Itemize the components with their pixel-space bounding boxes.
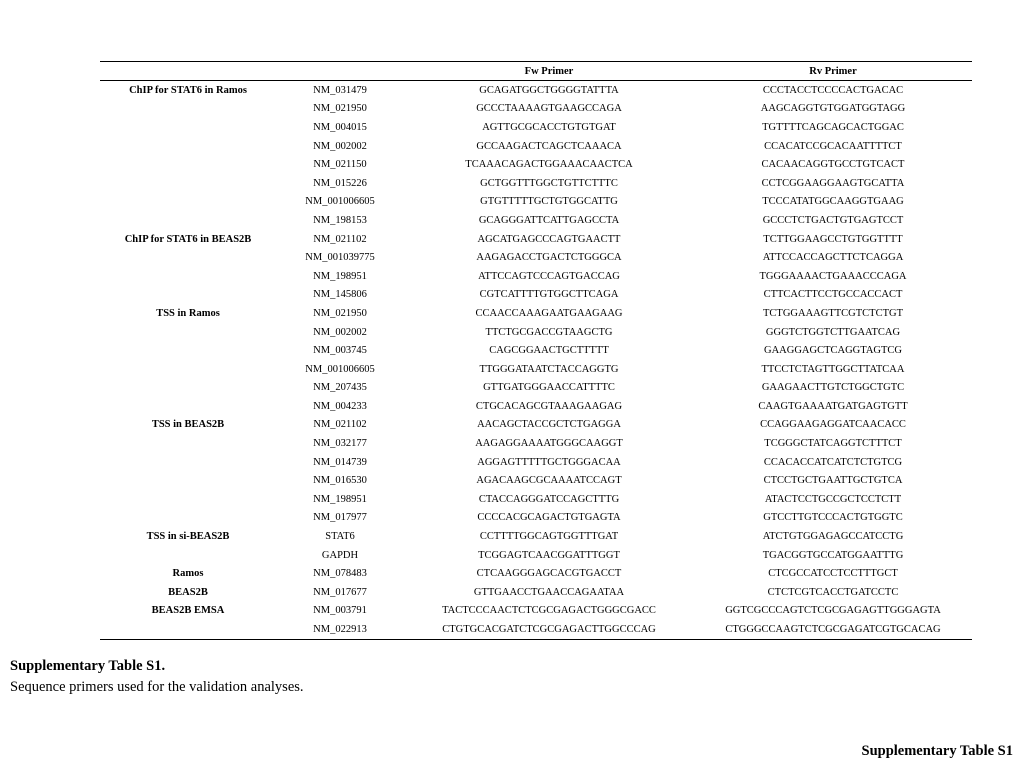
fw-primer-cell: ATTCCAGTCCCAGTGACCAG (478, 270, 620, 282)
rv-primer-cell: ATTCCACCAGCTTCTCAGGA (762, 252, 904, 264)
fw-primer-cell: CCTTTTGGCAGTGGTTTGAT (479, 531, 619, 543)
fw-primer-cell: TCAAACAGACTGGAAACAACTCA (465, 159, 633, 171)
group-label (100, 323, 276, 342)
fw-primer-cell: AGCATGAGCCCAGTGAACTT (477, 233, 621, 245)
group-label (100, 490, 276, 509)
group-label: BEAS2B (168, 586, 208, 598)
rv-primer-cell: GGTCGCCCAGTCTCGCGAGAGTTGGGAGTA (725, 605, 941, 617)
table-row (100, 490, 972, 509)
group-label (100, 174, 276, 193)
group-label (100, 211, 276, 230)
group-label (100, 341, 276, 360)
accession-cell: NM_001039775 (305, 252, 375, 264)
fw-primer-cell: AGTTGCGCACCTGTGTGAT (482, 121, 616, 133)
table-row (100, 174, 972, 193)
accession-cell: NM_002002 (313, 326, 367, 338)
fw-primer-cell: CGTCATTTTGTGGCTTCAGA (479, 289, 619, 301)
accession-cell: NM_021950 (313, 307, 367, 319)
rv-primer-cell: TGTTTTCAGCAGCACTGGAC (762, 121, 904, 133)
group-label (100, 360, 276, 379)
primer-table (100, 61, 972, 640)
table-row (100, 546, 972, 565)
accession-cell: NM_021102 (313, 419, 367, 431)
rv-primer-cell: CTGGGCCAAGTCTCGCGAGATCGTGCACAG (694, 620, 972, 639)
accession-cell: NM_014739 (313, 456, 367, 468)
rv-primer-cell: CTCCTGCTGAATTGCTGTCA (763, 475, 903, 487)
table-row (100, 267, 972, 286)
group-label: BEAS2B EMSA (151, 605, 225, 617)
table-row (100, 323, 972, 342)
table-row (100, 416, 972, 435)
accession-cell: NM_003791 (313, 605, 367, 617)
accession-cell: NM_016530 (313, 475, 367, 487)
fw-primer-cell: GTGTTTTTGCTGTGGCATTG (480, 196, 618, 208)
table-row (100, 360, 972, 379)
rv-primer-cell: GGGTCTGGTCTTGAATCAG (765, 326, 901, 338)
accession-cell: NM_031479 (313, 84, 367, 96)
fw-primer-cell: TCGGAGTCAACGGATTTGGT (478, 549, 620, 561)
table-row (100, 248, 972, 267)
group-label: Ramos (172, 568, 204, 580)
rv-primer-cell: GTCCTTGTCCCACTGTGGTC (763, 512, 903, 524)
rv-primer-cell: TTCCTCTAGTTGGCTTATCAA (761, 363, 905, 375)
rv-primer-cell: ATCTGTGGAGAGCCATCCTG (762, 531, 904, 543)
group-label (100, 379, 276, 398)
accession-cell: NM_017977 (313, 512, 367, 524)
accession-cell: NM_198951 (313, 270, 367, 282)
header-rv-primer: Rv Primer (809, 65, 857, 77)
rv-primer-cell: CCTCGGAAGGAAGTGCATTA (761, 177, 905, 189)
fw-primer-cell: TTCTGCGACCGTAAGCTG (485, 326, 613, 338)
table-row (100, 230, 972, 249)
rv-primer-cell: CTTCACTTCCTGCCACCACT (763, 289, 903, 301)
rv-primer-cell: CCACACCATCATCTCTGTCG (763, 456, 903, 468)
rv-primer-cell: CCAGGAAGAGGATCAACACC (760, 419, 906, 431)
rv-primer-cell: TCTTGGAAGCCTGTGGTTTT (763, 233, 903, 245)
fw-primer-cell: GTTGATGGGAACCATTTTC (483, 382, 615, 394)
table-row (100, 211, 972, 230)
accession-cell: NM_022913 (276, 620, 404, 639)
rv-primer-cell: CCCTACCTCCCCACTGACAC (762, 84, 904, 96)
table-row (100, 397, 972, 416)
accession-cell: NM_207435 (313, 382, 367, 394)
group-label (100, 100, 276, 119)
header-group (100, 62, 276, 81)
fw-primer-cell: CCCCACGCAGACTGTGAGTA (477, 512, 621, 524)
rv-primer-cell: CACAACAGGTGCCTGTCACT (761, 159, 905, 171)
accession-cell: NM_002002 (313, 140, 367, 152)
fw-primer-cell: CTACCAGGGATCCAGCTTTG (478, 493, 620, 505)
table-row (100, 155, 972, 174)
accession-cell: NM_032177 (313, 438, 367, 450)
accession-cell: NM_004233 (313, 400, 367, 412)
header-accession (276, 62, 404, 81)
accession-cell: NM_001006605 (305, 196, 375, 208)
table-row (100, 602, 972, 621)
rv-primer-cell: TCCCATATGGCAAGGTGAAG (762, 196, 904, 208)
fw-primer-cell: GCTGGTTTGGCTGTTCTTTC (480, 177, 618, 189)
fw-primer-cell: GCAGGGATTCATTGAGCCTA (478, 214, 620, 226)
table-row (100, 341, 972, 360)
group-label (100, 155, 276, 174)
group-label (100, 620, 276, 639)
rv-primer-cell: CTCTCGTCACCTGATCCTC (767, 586, 899, 598)
header-fw-primer: Fw Primer (524, 65, 574, 77)
table-header (100, 62, 972, 81)
group-label (100, 434, 276, 453)
accession-cell: NM_001006605 (305, 363, 375, 375)
rv-primer-cell: ATACTCCTGCCGCTCCTCTT (764, 493, 902, 505)
group-label (100, 286, 276, 305)
accession-cell: NM_021150 (313, 159, 367, 171)
table-row (100, 304, 972, 323)
table-row (100, 527, 972, 546)
group-label (100, 453, 276, 472)
accession-cell: NM_145806 (313, 289, 367, 301)
table-row (100, 193, 972, 212)
table-body (100, 81, 972, 640)
fw-primer-cell: GTTGAACCTGAACCAGAATAA (473, 586, 625, 598)
table-row (100, 137, 972, 156)
group-label: TSS in Ramos (156, 307, 220, 319)
table-row (100, 286, 972, 305)
table-row (100, 434, 972, 453)
accession-cell: NM_015226 (313, 177, 367, 189)
rv-primer-cell: CTCGCCATCCTCCTTTGCT (768, 568, 898, 580)
fw-primer-cell: AGGAGTTTTTGCTGGGACAA (477, 456, 621, 468)
accession-cell: NM_198951 (313, 493, 367, 505)
accession-cell: NM_078483 (313, 568, 367, 580)
fw-primer-cell: CTGCACAGCGTAAAGAAGAG (475, 400, 623, 412)
rv-primer-cell: TGGGAAAACTGAAACCCAGA (759, 270, 907, 282)
accession-cell: NM_004015 (313, 121, 367, 133)
table-row (100, 509, 972, 528)
fw-primer-cell: CTGTGCACGATCTCGCGAGACTTGGCCCAG (404, 620, 694, 639)
group-label (100, 193, 276, 212)
caption-title: Supplementary Table S1. (10, 658, 166, 674)
table-row (100, 81, 972, 100)
fw-primer-cell: GCCAAGACTCAGCTCAAACA (476, 140, 622, 152)
accession-cell: GAPDH (321, 549, 359, 561)
footer-label: Supplementary Table S1 (861, 743, 1013, 759)
group-label: TSS in si-BEAS2B (146, 531, 230, 543)
group-label (100, 471, 276, 490)
fw-primer-cell: CCAACCAAAGAATGAAGAAG (475, 307, 623, 319)
accession-cell: NM_003745 (313, 345, 367, 357)
rv-primer-cell: AAGCAGGTGTGGATGGTAGG (760, 103, 906, 115)
rv-primer-cell: GAAGGAGCTCAGGTAGTCG (764, 345, 902, 357)
table-row (100, 100, 972, 119)
group-label (100, 546, 276, 565)
table-row (100, 471, 972, 490)
accession-cell: STAT6 (325, 531, 355, 543)
group-label (100, 267, 276, 286)
fw-primer-cell: GCAGATGGCTGGGGTATTTA (479, 84, 619, 96)
rv-primer-cell: CAAGTGAAAATGATGAGTGTT (758, 400, 908, 412)
fw-primer-cell: CAGCGGAACTGCTTTTT (489, 345, 609, 357)
group-label (100, 248, 276, 267)
fw-primer-cell: AAGAGGAAAATGGGCAAGGT (475, 438, 623, 450)
group-label: TSS in BEAS2B (151, 419, 225, 431)
table-row (100, 620, 972, 639)
fw-primer-cell: TTGGGATAATCTACCAGGTG (479, 363, 619, 375)
fw-primer-cell: GCCCTAAAAGTGAAGCCAGA (476, 103, 622, 115)
rv-primer-cell: TGACGGTGCCATGGAATTTG (762, 549, 904, 561)
fw-primer-cell: AACAGCTACCGCTCTGAGGA (477, 419, 621, 431)
table-caption (10, 656, 304, 698)
table-row (100, 564, 972, 583)
rv-primer-cell: TCTGGAAAGTTCGTCTCTGT (763, 307, 903, 319)
group-label (100, 509, 276, 528)
accession-cell: NM_198153 (313, 214, 367, 226)
group-label (100, 397, 276, 416)
accession-cell: NM_017677 (313, 586, 367, 598)
fw-primer-cell: CTCAAGGGAGCACGTGACCT (476, 568, 622, 580)
table-row (100, 453, 972, 472)
table-row (100, 379, 972, 398)
fw-primer-cell: AGACAAGCGCAAAATCCAGT (476, 475, 622, 487)
header-row (100, 62, 972, 81)
rv-primer-cell: TCGGGCTATCAGGTCTTTCT (764, 438, 902, 450)
fw-primer-cell: AAGAGACCTGACTCTGGGCA (476, 252, 622, 264)
group-label: ChIP for STAT6 in BEAS2B (124, 233, 252, 245)
table-row (100, 583, 972, 602)
fw-primer-cell: TACTCCCAACTCTCGCGAGACTGGGCGACC (442, 605, 656, 617)
accession-cell: NM_021950 (313, 103, 367, 115)
rv-primer-cell: GAAGAACTTGTCTGGCTGTC (761, 382, 905, 394)
group-label (100, 137, 276, 156)
table-row (100, 118, 972, 137)
rv-primer-cell: GCCCTCTGACTGTGAGTCCT (762, 214, 904, 226)
accession-cell: NM_021102 (313, 233, 367, 245)
group-label (100, 118, 276, 137)
rv-primer-cell: CCACATCCGCACAATTTTCT (764, 140, 902, 152)
group-label: ChIP for STAT6 in Ramos (129, 84, 247, 96)
caption-text: Sequence primers used for the validation analyses. (10, 679, 304, 695)
